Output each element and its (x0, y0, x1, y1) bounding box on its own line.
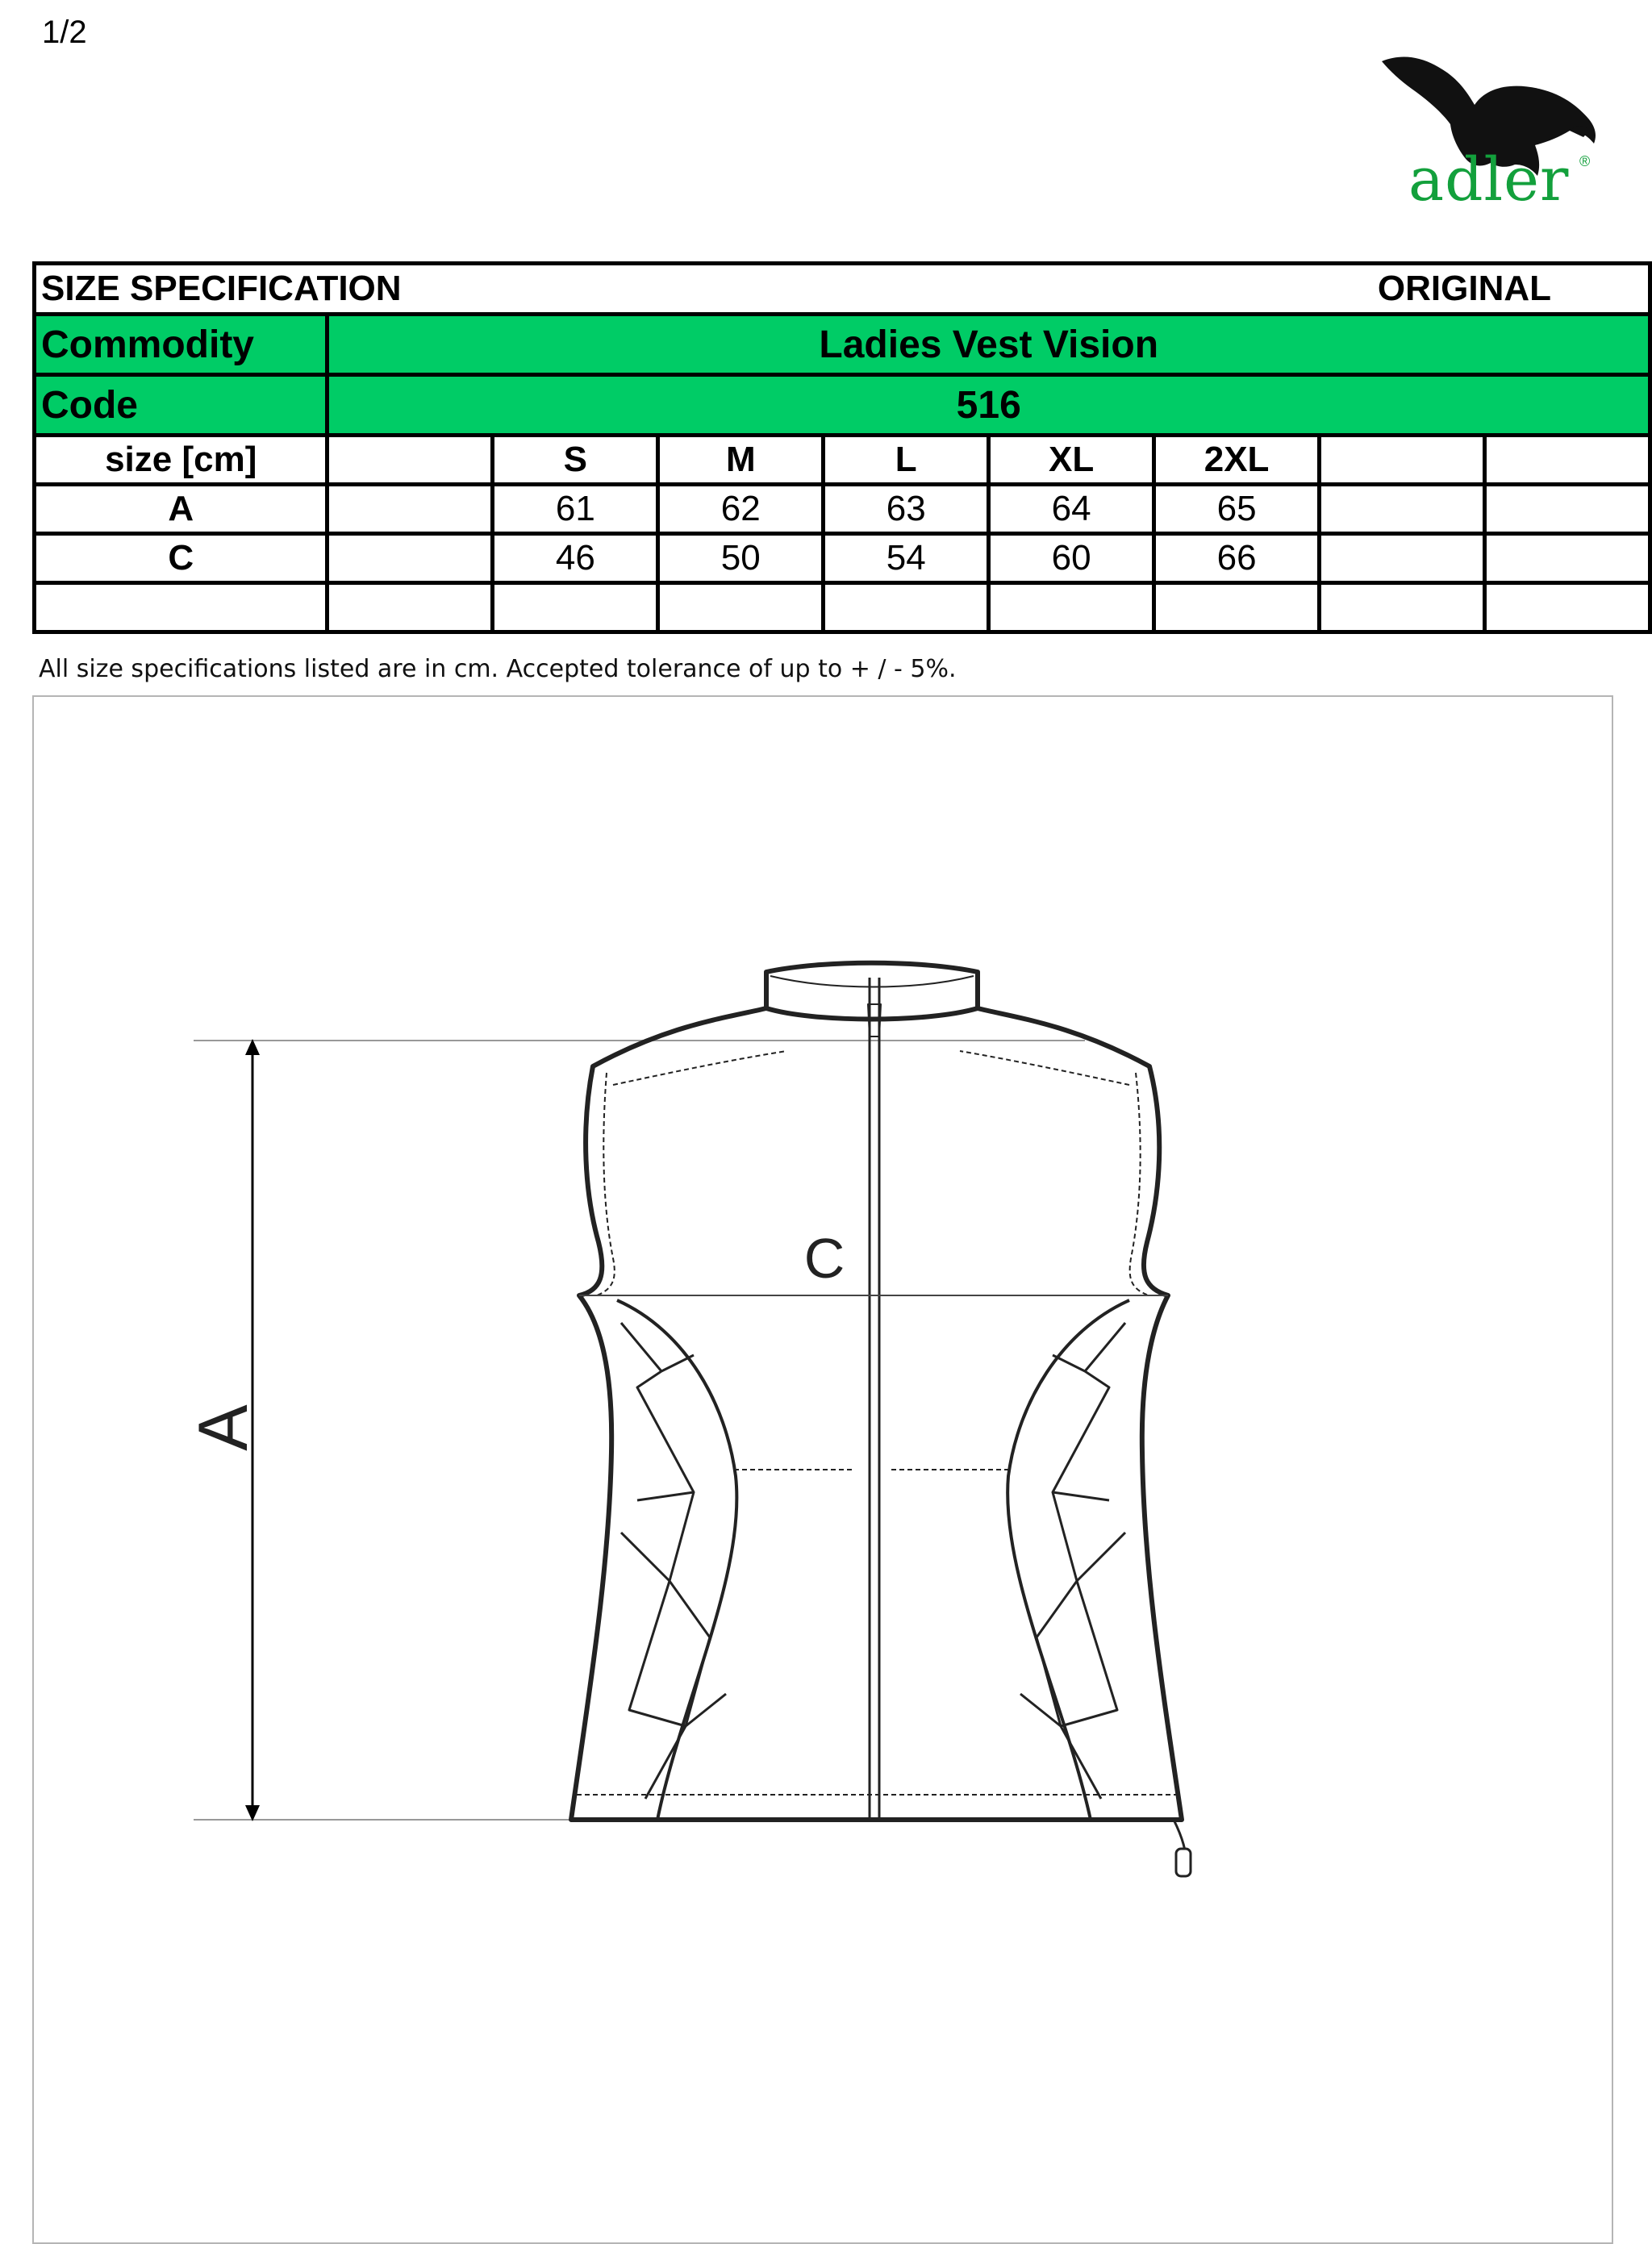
table-cell: 60 (989, 534, 1154, 583)
brand-name: adler (1408, 145, 1570, 215)
table-cell: 61 (493, 485, 658, 534)
commodity-label: Commodity (35, 315, 327, 375)
size-header-cell: 2XL (1154, 436, 1320, 485)
row-label: C (35, 534, 327, 583)
table-cell: 65 (1154, 485, 1320, 534)
commodity-value: Ladies Vest Vision (327, 315, 1650, 375)
tolerance-note: All size specifications listed are in cm. Accepted tolerance of up to + / - 5%. (39, 655, 957, 683)
registered-mark: ® (1579, 153, 1591, 169)
table-cell: 46 (493, 534, 658, 583)
spec-status: ORIGINAL (1154, 264, 1650, 315)
code-label: Code (35, 375, 327, 436)
size-header-cell: L (824, 436, 989, 485)
dimension-c-label: C (803, 1227, 845, 1290)
size-header-cell: M (658, 436, 824, 485)
table-cell: 66 (1154, 534, 1320, 583)
code-value: 516 (327, 375, 1650, 436)
spec-title: SIZE SPECIFICATION (35, 264, 1154, 315)
table-cell: 54 (824, 534, 989, 583)
row-label: A (35, 485, 327, 534)
dimension-a-label: A (185, 1404, 262, 1451)
table-cell: 62 (658, 485, 824, 534)
size-header-cell: XL (989, 436, 1154, 485)
page-number: 1/2 (42, 15, 87, 50)
dimension-a (194, 1039, 1085, 1821)
table-cell: 50 (658, 534, 824, 583)
vest-outline (571, 963, 1191, 1876)
table-cell: 64 (989, 485, 1154, 534)
size-header-cell: S (493, 436, 658, 485)
size-header-label: size [cm] (35, 436, 327, 485)
table-cell: 63 (824, 485, 989, 534)
